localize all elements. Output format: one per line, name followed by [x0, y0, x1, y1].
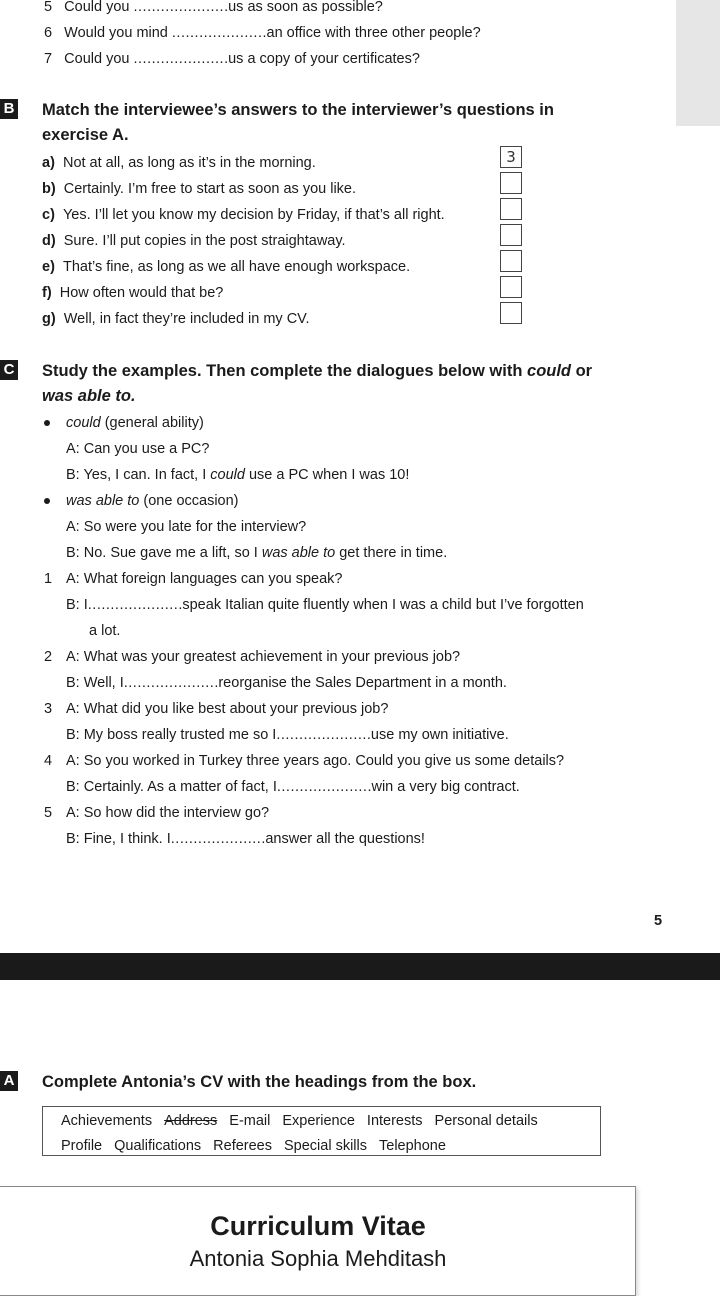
blank[interactable]: ....................: [87, 597, 179, 613]
margin-shade: [676, 0, 720, 126]
heading-option[interactable]: Personal details: [434, 1113, 538, 1129]
exercise-b-heading: Match the interviewee’s answers to the interviewer’s questions in: [42, 101, 554, 119]
answer-item-a: a) Not at all, as long as it’s in the morning.: [42, 155, 316, 171]
heading-option[interactable]: Special skills: [284, 1138, 367, 1154]
example-could-a: A: Can you use a PC?: [66, 441, 210, 457]
heading-option[interactable]: Telephone: [379, 1138, 446, 1154]
example-was-able-title: was able to (one occasion): [66, 493, 239, 509]
dialogue-number: 5: [44, 805, 53, 821]
headings-row-2: [61, 1137, 458, 1155]
blank[interactable]: ....................: [276, 727, 367, 743]
answer-box-e[interactable]: [500, 250, 522, 272]
blank[interactable]: ....................: [276, 779, 368, 795]
heading-option[interactable]: Referees: [213, 1138, 272, 1154]
dialogue-4-b: B: Certainly. As a matter of fact, I.....................win a very big contract.: [66, 779, 520, 795]
headings-row-1: [61, 1112, 550, 1130]
dialogue-2-a: A: What was your greatest achievement in your previous job?: [66, 649, 461, 665]
heading-option[interactable]: Qualifications: [114, 1138, 202, 1154]
answer-box-b[interactable]: [500, 172, 522, 194]
heading-option[interactable]: Interests: [366, 1113, 423, 1129]
answer-item-c: c) Yes. I’ll let you know my decision by Friday, if that’s all right.: [42, 207, 445, 223]
cv-title: Curriculum Vitae: [210, 1211, 426, 1241]
dialogue-2-b: B: Well, I.....................reorganise the Sales Department in a month.: [66, 675, 507, 691]
heading-option[interactable]: Experience: [282, 1113, 355, 1129]
answer-box-a[interactable]: 3: [500, 146, 522, 168]
exercise-a-item-7: 7 Could you .....................us a copy of your certificates?: [44, 51, 420, 67]
heading-option[interactable]: Achievements: [61, 1113, 153, 1129]
dialogue-number: 3: [44, 701, 53, 717]
blank[interactable]: ....................: [171, 25, 263, 41]
answer-item-b: b) Certainly. I’m free to start as soon as you like.: [42, 181, 357, 197]
answer-item-d: d) Sure. I’ll put copies in the post straightaway.: [42, 233, 346, 249]
example-could-title: could (general ability): [66, 415, 204, 431]
dialogue-number: 1: [44, 571, 53, 587]
example-was-able-b: B: No. Sue gave me a lift, so I was able to get there in time.: [66, 545, 448, 561]
answer-item-g: g) Well, in fact they’re included in my CV.: [42, 311, 310, 327]
answer-item-e: e) That’s fine, as long as we all have enough workspace.: [42, 259, 411, 275]
example-was-able-a: A: So were you late for the interview?: [66, 519, 307, 535]
exercise-a-item-6: 6 Would you mind .....................an office with three other people?: [44, 25, 481, 41]
exercise-c-heading-cont: was able to.: [42, 387, 136, 405]
page-number: 5: [654, 913, 663, 929]
cv-exercise-tag: A: [0, 1071, 18, 1091]
dialogue-1-b-cont: a lot.: [89, 623, 121, 639]
heading-option-used[interactable]: Address: [164, 1113, 218, 1129]
bullet-icon: [44, 420, 50, 426]
answer-box-d[interactable]: [500, 224, 522, 246]
dialogue-number: 4: [44, 753, 53, 769]
blank[interactable]: ....................: [133, 0, 225, 15]
blank[interactable]: ....................: [123, 675, 215, 691]
answer-box-c[interactable]: [500, 198, 522, 220]
blank[interactable]: ....................: [170, 831, 262, 847]
dialogue-1-b: B: I.....................speak Italian quite fluently when I was a child but I’ve forgotten: [66, 597, 584, 613]
answer-box-f[interactable]: [500, 276, 522, 298]
exercise-b-tag: B: [0, 99, 18, 119]
answer-item-f: f) How often would that be?: [42, 285, 224, 301]
exercise-b-heading-cont: exercise A.: [42, 126, 129, 144]
dialogue-1-a: A: What foreign languages can you speak?: [66, 571, 343, 587]
answer-box-g[interactable]: [500, 302, 522, 324]
dialogue-3-a: A: What did you like best about your previous job?: [66, 701, 389, 717]
cv-exercise-heading: Complete Antonia’s CV with the headings from the box.: [42, 1073, 477, 1091]
example-could-b: B: Yes, I can. In fact, I could use a PC when I was 10!: [66, 467, 410, 483]
heading-option[interactable]: Profile: [61, 1138, 103, 1154]
exercise-a-item-5: 5 Could you .....................us as soon as possible?: [44, 0, 383, 15]
dialogue-5-b: B: Fine, I think. I.....................answer all the questions!: [66, 831, 425, 847]
headings-box: [42, 1106, 601, 1156]
cv-name: Antonia Sophia Mehditash: [189, 1246, 447, 1271]
dialogue-4-a: A: So you worked in Turkey three years ago. Could you give us some details?: [66, 753, 565, 769]
dialogue-number: 2: [44, 649, 53, 665]
blank[interactable]: ....................: [133, 51, 225, 67]
exercise-c-heading: Study the examples. Then complete the dialogues below with could or: [42, 362, 593, 380]
dialogue-5-a: A: So how did the interview go?: [66, 805, 270, 821]
dialogue-3-b: B: My boss really trusted me so I.....................use my own initiative.: [66, 727, 509, 743]
exercise-c-tag: C: [0, 360, 18, 380]
bullet-icon: [44, 498, 50, 504]
page-separator: [0, 953, 720, 980]
heading-option[interactable]: E-mail: [229, 1113, 271, 1129]
